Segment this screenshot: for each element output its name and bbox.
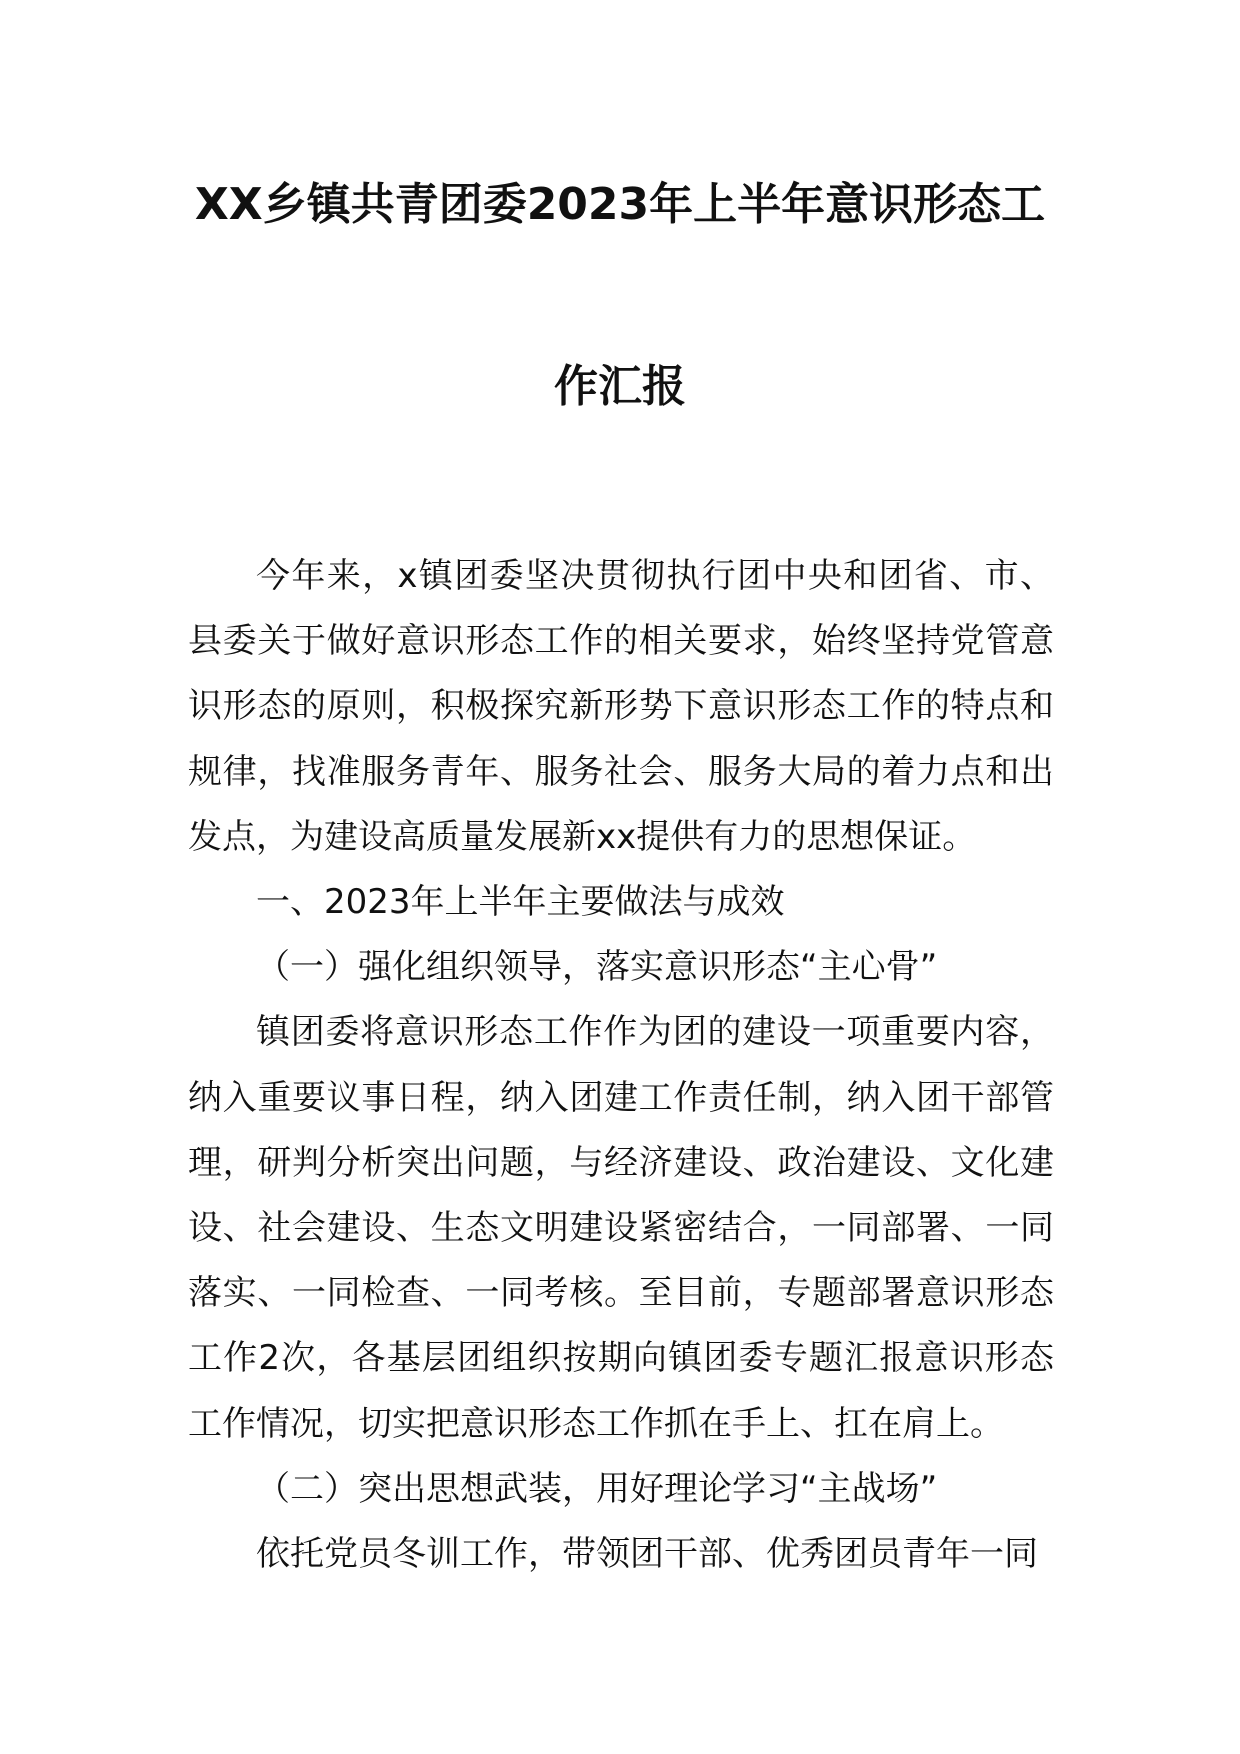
document-title-line-2: 作汇报 xyxy=(554,361,686,412)
document-title-line-1: XX乡镇共青团委2023年上半年意识形态工 xyxy=(194,179,1046,230)
subsection-heading-1: （一）强化组织领导，落实意识形态“主心骨” xyxy=(256,947,938,988)
section-heading-1: 一、2023年上半年主要做法与成效 xyxy=(256,882,785,923)
subsection-heading-2: （二）突出思想武装，用好理论学习“主战场” xyxy=(256,1468,938,1509)
document-body xyxy=(188,544,1054,1587)
body-paragraph-1: 镇团委将意识形态工作作为团的建设一项重要内容，纳入重要议事日程，纳入团建工作责任制，纳入团干部管理，研判分析突出问题，与经济建设、政治建设、文化建设、社会建设、生态文明建设紧密结合，一同部署、一同落实、一同检查、一同考核。至目前，专题部署意识形态工作2次，各基层团组织按期向镇团委专题汇报意识形态工作情况，切实把意识形态工作抓在手上、扛在肩上。 xyxy=(188,1012,1054,1444)
intro-paragraph: 今年来，x镇团委坚决贯彻执行团中央和团省、市、县委关于做好意识形态工作的相关要求，始终坚持党管意识形态的原则，积极探究新形势下意识形态工作的特点和规律，找准服务青年、服务社会、服务大局的着力点和出发点，为建设高质量发展新xx提供有力的思想保证。 xyxy=(188,556,1054,857)
body-paragraph-2: 依托党员冬训工作，带领团干部、优秀团员青年一同 xyxy=(256,1534,1038,1575)
